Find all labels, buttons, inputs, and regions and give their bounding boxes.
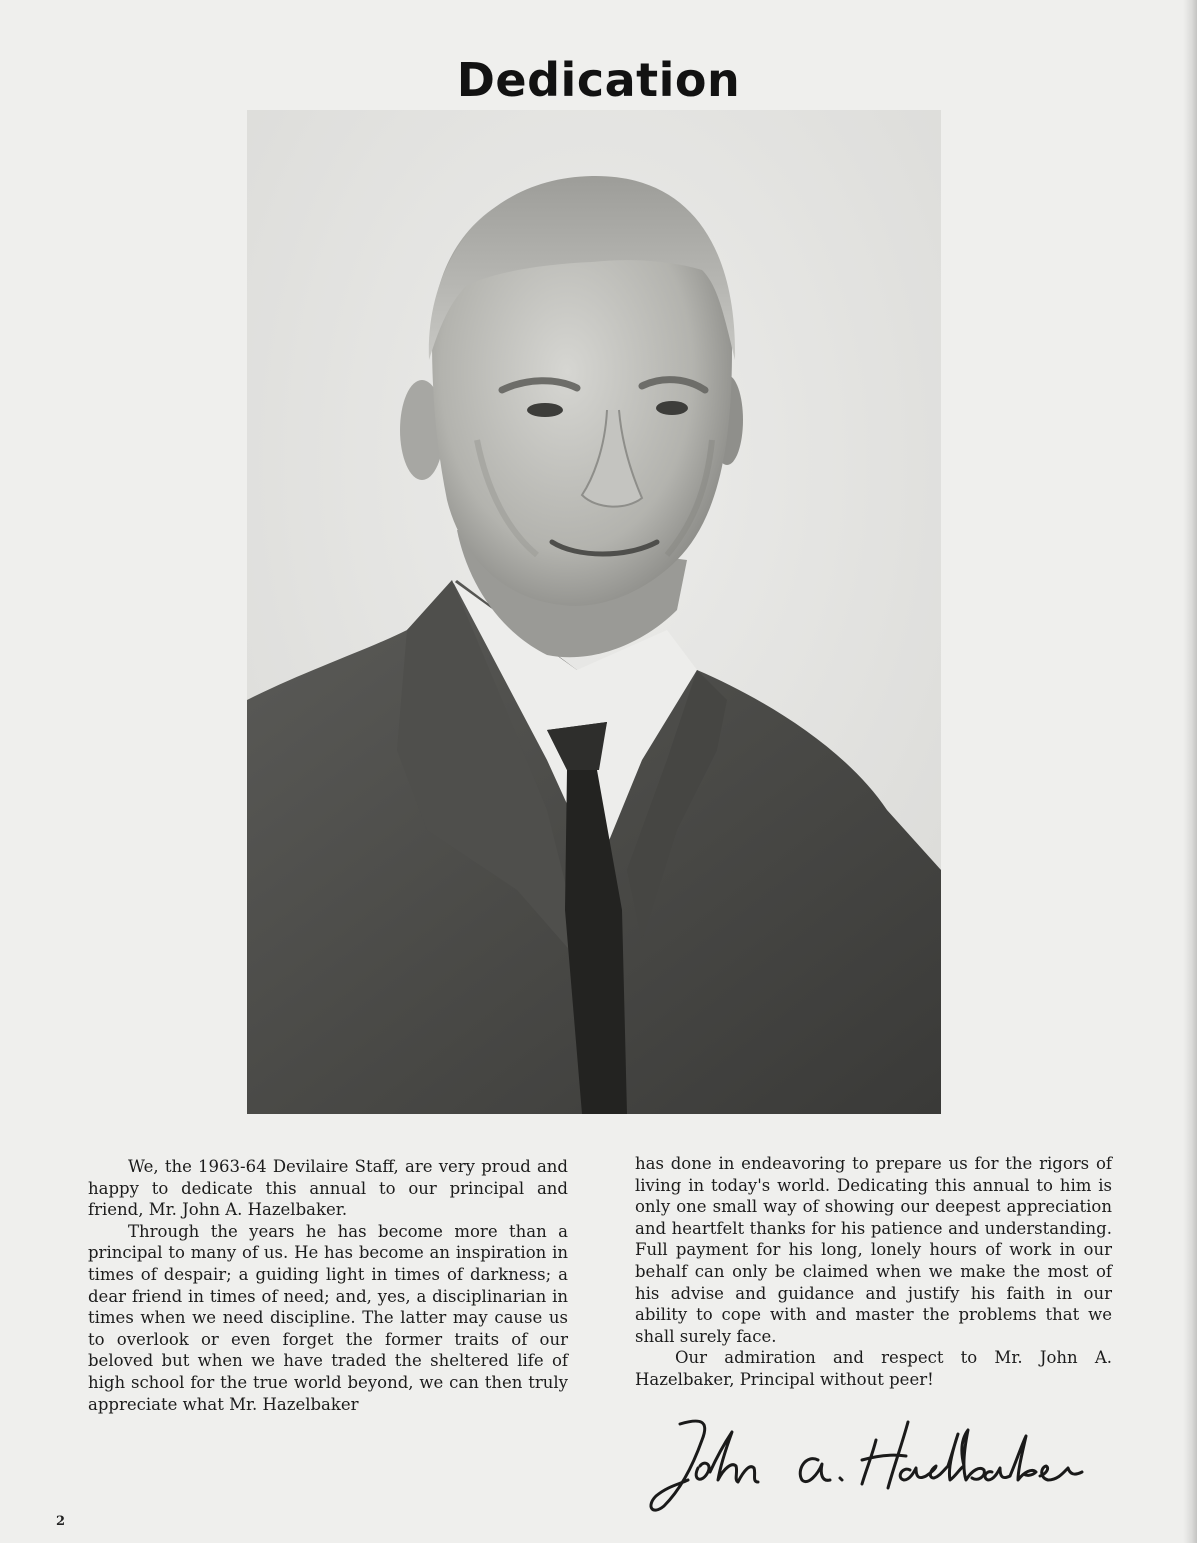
- page-number: 2: [56, 1514, 66, 1529]
- handwritten-signature: [640, 1410, 1110, 1520]
- page-title: Dedication: [456, 52, 741, 107]
- dedication-paragraph-2: Through the years he has become more than a principal to many of us. He has become an inspiration in times of despair; a guiding light in times of darkness; a dear friend in times of need; and, yes, a disciplinarian in times when we need discipline. The latter may cause us to overlook or even forget the former traits of our beloved but when we have traded the sheltered life of high school for the true world beyond, we can then truly appreciate what Mr. Hazelbaker: [88, 1221, 568, 1414]
- dedication-closing-paragraph: Our admiration and respect to Mr. John A. Hazelbaker, Principal without peer!: [635, 1348, 1112, 1389]
- page-edge-shadow: [1183, 0, 1197, 1543]
- dedication-paragraph-2-continued: has done in endeavoring to prepare us for the rigors of living in today's world. Dedicating this annual to him is only one small way of showing our deepest appreciation and heartfelt thanks for his patience and understanding. Full payment for his long, lonely hours of work in our behalf can only be claimed when we make the most of his advise and guidance and justify his faith in our ability to cope with and master the problems that we shall surely face.: [635, 1154, 1112, 1346]
- dedication-text-left-column: [88, 1156, 568, 1415]
- portrait-photo: [247, 110, 941, 1114]
- dedication-text-right-column: [635, 1153, 1112, 1391]
- dedication-paragraph-1: We, the 1963-64 Devilaire Staff, are very proud and happy to dedicate this annual to our principal and friend, Mr. John A. Hazelbaker.: [88, 1157, 568, 1220]
